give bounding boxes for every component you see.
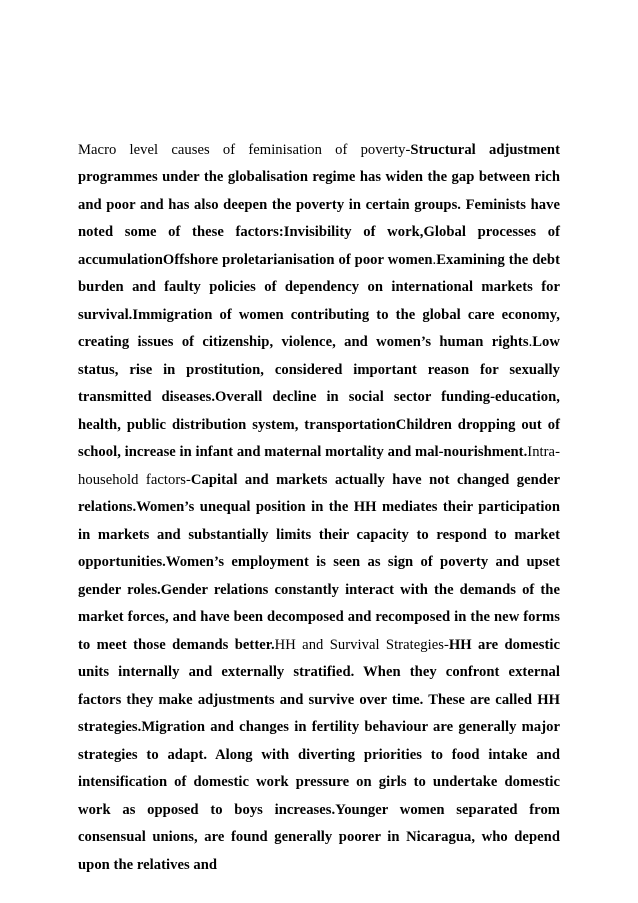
text-segment-bold: Structural adjustment programmes under the globalisation regime has widen the gap between rich and poor and has also deepen the poverty in certain groups. Feminists have noted some of these factors:Invisibility of work,Global processes of accumulationOffshore proletarianisation of poor women <box>78 141 561 268</box>
text-segment-bold: Capital and markets actually have not changed gender relations.Women’s unequal position in the HH mediates their participation in markets and substantially limits their capacity to respond to market opportunities.Women’s employment is seen as sign of poverty and upset gender roles.Gender relations constantly interact with the demands of the market forces, and have been decomposed and recomposed in the new forms to meet those demands better. <box>78 471 561 653</box>
text-segment-bold: HH are domestic units internally and externally stratified. When they confront external factors they make adjustments and survive over time. These are called HH strategies. <box>78 636 560 736</box>
text-segment-bold: Low status, rise in prostitution, considered important reason for sexually transmitted diseases.Overall decline in social sector funding-education, health, public distribution system, transportationChildren dropping out of school, increase in infant and maternal mortality and mal-nourishment. <box>78 334 560 461</box>
text-segment-bold: Migration and changes in fertility behaviour are generally major strategies to adapt. Along with diverting priorities to food intake and intensification of domestic work pressure on girls to undertake domestic work as opposed to boys increases.Younger women separated from consensual unions, are found generally poorer in Nicaragua, who depend upon the relatives and <box>78 719 560 873</box>
body-paragraph <box>78 137 560 880</box>
text-segment: Intra-household factors- <box>78 444 560 488</box>
text-segment: . <box>528 334 533 351</box>
text-segment: . <box>432 251 437 268</box>
text-segment-bold: Examining the debt burden and faulty policies of dependency on international markets for survival.Immigration of women contributing to the global care economy, creating issues of citizenship, violence, and women’s human rights <box>78 251 560 351</box>
text-segment: Macro level causes of feminisation of poverty- <box>78 141 411 158</box>
text-segment: HH and Survival Strategies- <box>274 636 449 653</box>
